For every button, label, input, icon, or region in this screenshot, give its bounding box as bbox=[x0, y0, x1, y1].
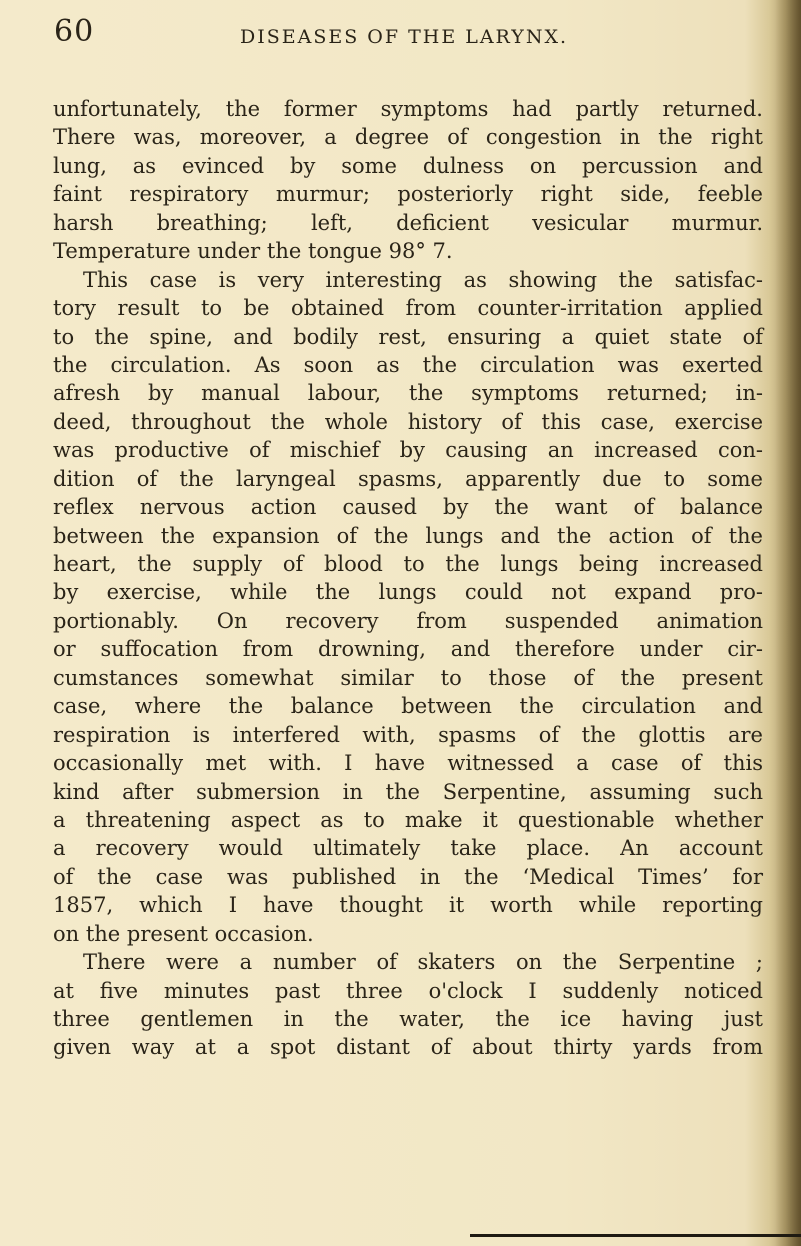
text-line: deed, throughout the whole history of this case, exercise bbox=[53, 409, 763, 434]
page-number: 60 bbox=[54, 14, 95, 49]
text-line: dition of the laryngeal spasms, apparently due to some bbox=[53, 466, 763, 491]
text-line: case, where the balance between the circulation and bbox=[53, 694, 763, 719]
paragraph-end-line: Temperature under the tongue 98° 7. bbox=[53, 239, 453, 264]
text-line: portionably. On recovery from suspended animation bbox=[53, 608, 763, 633]
text-line: or suffocation from drowning, and therefore under cir- bbox=[53, 637, 763, 662]
text-line: harsh breathing; left, deficient vesicular murmur. bbox=[53, 210, 763, 235]
text-line: a recovery would ultimately take place. An account bbox=[53, 836, 763, 861]
running-title: DISEASES OF THE LARYNX. bbox=[239, 26, 569, 48]
text-line: There was, moreover, a degree of congestion in the right bbox=[53, 125, 763, 150]
text-line: to the spine, and bodily rest, ensuring a quiet state of bbox=[53, 324, 763, 349]
text-line: faint respiratory murmur; posteriorly right side, feeble bbox=[53, 182, 763, 207]
text-line: was productive of mischief by causing an increased con- bbox=[53, 438, 763, 463]
text-line: cumstances somewhat similar to those of the present bbox=[53, 665, 763, 690]
body-text bbox=[53, 95, 763, 1062]
text-line: tory result to be obtained from counter-irritation applied bbox=[53, 296, 763, 321]
text-line: a threatening aspect as to make it questionable whether bbox=[53, 807, 763, 832]
text-line: 1857, which I have thought it worth while reporting bbox=[53, 893, 763, 918]
page-edge-shadow bbox=[775, 0, 801, 1246]
text-line: lung, as evinced by some dulness on percussion and bbox=[53, 153, 763, 178]
text-line: occasionally met with. I have witnessed a case of this bbox=[53, 751, 763, 776]
paragraph-start-line: There were a number of skaters on the Serpentine ; bbox=[83, 950, 763, 975]
text-line: the circulation. As soon as the circulation was exerted bbox=[53, 352, 763, 377]
text-line: unfortunately, the former symptoms had partly returned. bbox=[53, 97, 763, 121]
text-line: by exercise, while the lungs could not expand pro- bbox=[53, 580, 763, 605]
paragraph-end-line: on the present occasion. bbox=[53, 921, 314, 946]
text-line: three gentlemen in the water, the ice having just bbox=[53, 1007, 763, 1031]
text-line: given way at a spot distant of about thirty yards from bbox=[53, 1035, 763, 1060]
text-line: heart, the supply of blood to the lungs being increased bbox=[53, 552, 763, 576]
text-line: at five minutes past three o'clock I suddenly noticed bbox=[53, 978, 763, 1003]
text-line: of the case was published in the ‘Medical Times’ for bbox=[53, 864, 763, 889]
text-line: reflex nervous action caused by the want of balance bbox=[53, 495, 763, 520]
text-line: respiration is interfered with, spasms of the glottis are bbox=[53, 722, 763, 747]
text-line: afresh by manual labour, the symptoms returned; in- bbox=[53, 381, 763, 406]
bottom-rule bbox=[470, 1234, 801, 1237]
paragraph-start-line: This case is very interesting as showing the satisfac- bbox=[83, 267, 763, 292]
page-header bbox=[54, 14, 754, 54]
text-line: between the expansion of the lungs and the action of the bbox=[53, 523, 763, 548]
text-line: kind after submersion in the Serpentine, assuming such bbox=[53, 779, 763, 804]
